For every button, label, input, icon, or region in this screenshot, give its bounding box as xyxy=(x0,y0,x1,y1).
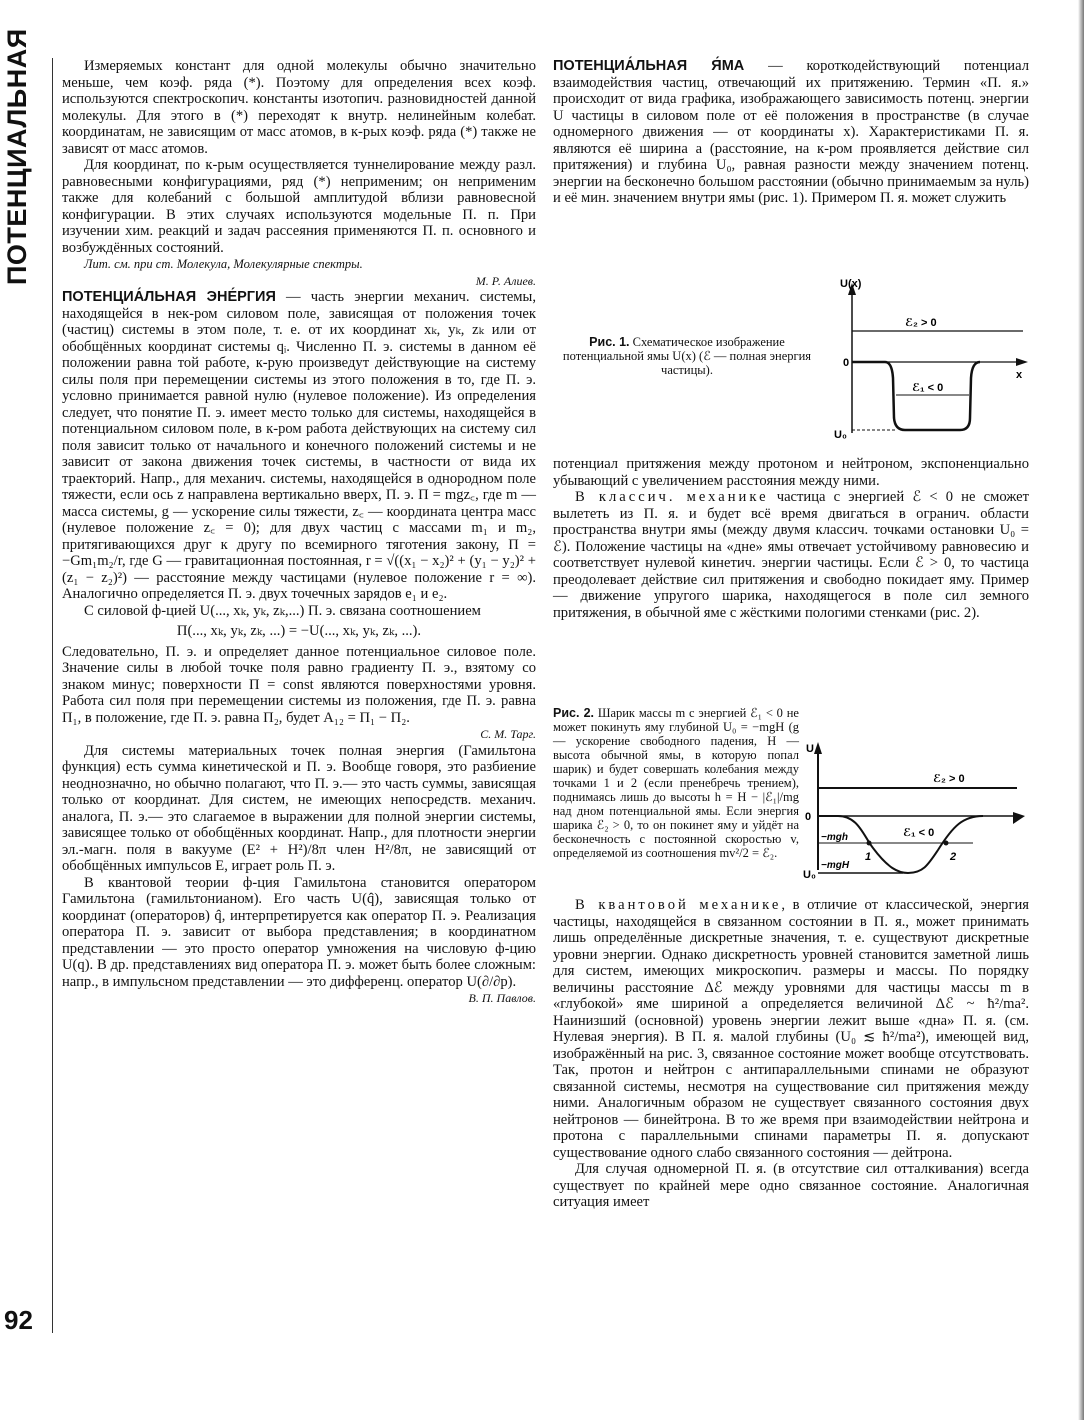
caption-text: Схематическое изображение потенциальной ямы U(x) (ℰ — полная энергия частицы). xyxy=(562,335,812,377)
paragraph xyxy=(553,897,1029,1161)
paragraph-text: частица с энергией ℰ < 0 не сможет вылететь из П. я. и будет всё время двигаться в огранич. области пространства внутри ямы (между двумя классич. точками остановки U₀ = ℰ). Положение частицы на «дне» ямы отвечает устойчивому равновесию и соответствует нулевой кинетич. энергии частицы. Если ℰ > 0, то частица преодолевает действие сил притяжения и свободно покидает яму. Пример — движение упругого шарика, находящегося в поле сил земного притяжения, в обычной яме с жёсткими пологими стенками (рис. 2). xyxy=(553,489,1029,621)
e2-label: ℰ₂ > 0 xyxy=(933,773,965,785)
figure-2-ball-in-well xyxy=(803,740,1028,880)
right-column-bottom xyxy=(553,897,1029,1211)
spaced-heading: В классич. механике xyxy=(575,489,769,505)
paragraph: Для координат, по к-рым осуществляется туннелирование между разл. равновесными конфигурациями, ряд (*) неприменим; он неприменим также для колебаний с большой амплитудой вблизи равновесной конфигурации. В этих случаях используются модельные П. п. При изучении хим. реакций и задач рассеяния применяются П. п. основного и возбуждённых состояний. xyxy=(62,157,536,256)
paragraph: Измеряемых констант для одной молекулы обычно значительно меньше, чем коэф. ряда (*). Поэтому для определения всех коэф. используются спектроскопич. константы изотопич. разновидностей данной молекулы. Для этого в (*) переходят к внутр. нелинейным колебат. координатам, не зависящим от масс атомов, в к-рых коэф. ряда (*) также не зависят от масс атомов. xyxy=(62,58,536,157)
scan-edge xyxy=(1078,0,1084,1420)
e1-label: ℰ₁ < 0 xyxy=(912,382,944,394)
paragraph: С силовой ф-цией U(..., xₖ, yₖ, zₖ,...) П. э. связана соотношением xyxy=(84,602,481,619)
paragraph xyxy=(553,489,1029,621)
point-1-label: 1 xyxy=(865,851,872,863)
figure-1-potential-well xyxy=(830,278,1030,448)
y-axis-label: U(x) xyxy=(840,278,862,290)
figure-1-caption xyxy=(553,335,821,377)
mgH-label: −mgH xyxy=(821,860,850,871)
author: С. М. Тарг. xyxy=(480,727,536,741)
zero-label: 0 xyxy=(805,811,812,823)
x-axis-arrow xyxy=(1013,812,1025,824)
formula: Π(..., xₖ, yₖ, zₖ, ...) = −U(..., xₖ, yₖ, zₖ, ...). xyxy=(176,623,422,639)
right-column-top xyxy=(553,58,1029,207)
paragraph: Для случая одномерной П. я. (в отсутствие сил отталкивания) всегда существует по крайней мере одно связанное состояние. Аналогичная ситуация имеет xyxy=(553,1161,1029,1210)
left-column xyxy=(62,58,536,1007)
author: М. Р. Алиев. xyxy=(475,273,536,288)
u0-label: U₀ xyxy=(803,869,816,880)
article-headword: ПОТЕНЦИА́ЛЬНАЯ ЭНЕ́РГИЯ xyxy=(62,289,276,305)
x-axis-label: x xyxy=(1016,369,1023,381)
u0-label: U₀ xyxy=(834,429,847,441)
point-2-label: 2 xyxy=(950,851,957,863)
article-headword: ПОТЕНЦИА́ЛЬНАЯ Я́МА xyxy=(553,58,745,74)
author: В. П. Павлов. xyxy=(468,991,536,1005)
paragraph-text: Следовательно, П. э. и определяет данное потенциальное силовое поле. Значение силы в любой точке поля равно градиенту П. э., взятому со знаком минус; поверхности Π = const являются поверхностями уровня. Работа сил поля при перемещении системы из положения, где П. э. равна Π₁, в положение, где П. э. равна Π₂, будет A₁₂ = Π₁ − Π₂. xyxy=(62,643,536,726)
turning-point-2 xyxy=(944,841,949,846)
paragraph: Для системы материальных точек полная энергия (Гамильтона функция) есть сумма кинетической и П. э. Вообще говоря, это разбиение неоднозначно, но обычно полагают, что П. э.— это часть суммы, зависящая только от координат. Для систем, не имеющих непосредств. механич. аналога, П. э.— это слагаемое в выражении для полной энергии системы, зависящее только от обобщённых координат. Напр., для плотности энергии эл.-магн. поля в вакууме (E² + H²)/8π член H²/8π, не зависящий от обобщённых импульсов E, играет роль П. э. xyxy=(62,742,536,874)
article-well xyxy=(553,58,1029,207)
figure-label: Рис. 2. xyxy=(553,706,595,720)
caption-text: Шарик массы m с энергией ℰ₁ < 0 не может покинуть яму глубиной U₀ = −mgH (g — ускорение свободного падения, H — высота обычной ямы, в которую попал шарик) и будет совершать колебания между точками 1 и 2 (если пренебречь трением), поднимаясь лишь до высоты h = H − |ℰ₁|/mg над дном потенциальной ямы. Если энергия шарика ℰ₂ > 0, то он покинет яму и уйдёт на бесконечность с постоянной скоростью v, определяемой из соотношения mv²/2 = ℰ₂. xyxy=(553,706,799,860)
paragraph-text: , в отличие от классической, энергия частицы, находящейся в связанном состоянии в П. я., может принимать лишь определённые дискретные значения, т. е. существуют дискретные уровни энергии. Однако дискретность уровней становится заметной лишь для систем, имеющих микроскопич. размеры и массы. По порядку величины расстояние Δℰ между уровнями для частицы массы m в «глубокой» яме шириной a определяется величиной Δℰ ~ ħ²/ma². Наинизший (основной) уровень энергии лежит выше «дна» П. я. (см. Нулевая энергия). В П. я. малой глубины (U₀ ≲ ħ²/ma²), имеющей вид, изображённый на рис. 3, связанное состояние может вообще отсутствовать. Так, протон и нейтрон с антипараллельными спинами не образуют связанной системы, несмотря на существование сил притяжения между ними. Аналогичным образом не существует связанного состояния двух нейтронов — бинейтрона. В то же время при взаимодействии нейтрона и протона с параллельными спинами параметры П. я. допускают существование одного слабо связанного состояния — дейтрона. xyxy=(553,897,1029,1161)
article-text: — часть энергии механич. системы, находящейся в нек-ром силовом поле, зависящая от положения точек (частиц) системы в этом поле, т. е. от их координат xₖ, yₖ, zₖ или от обобщённых координат системы qᵢ. Численно П. э. системы в данном её положении равна той работе, к-рую произведут действующие на систему силы поля при перемещении системы из этого положения в то, где П. э. условно принимается равной нулю (нулевое положение). Из определения следует, что понятие П. э. имеет место только для системы, находящейся в потенциальном силовом поле, в к-ром работа действующих на систему сил поля зависит только от начального и конечного положений системы и не зависит от закона движения точек системы, в частности от вида их траекторий. Напр., для механич. системы, находящейся в однородном поле тяжести, если ось z направлена вертикально вверх, П. э. Π = mgz꜀, где m — масса системы, g — ускорение силы тяжести, z꜀ — координата центра масс (нулевое положение z꜀ = 0); для двух частиц с массами m₁ и m₂, притягивающихся друг к другу по всемирного тяготения закону, Π = −Gm₁m₂/r, где G — гравитационная постоянная, r = √((x₁ − x₂)² + (y₁ − y₂)² + (z₁ − z₂)²) — расстояние между частицами (нулевое положение r = ∞). Аналогично определяется П. э. двух точечных зарядов e₁ и e₂. xyxy=(62,289,536,602)
spaced-heading: В квантовой механике xyxy=(575,897,782,913)
literature-text: Лит. см. при ст. Молекула, Молекулярные спектры. xyxy=(84,257,363,271)
e2-label: ℰ₂ > 0 xyxy=(905,317,937,329)
paragraph-text: В квантовой теории ф-ция Гамильтона становится оператором Гамильтона (гамильтонианом). Его часть U(q̂), зависящая только от координат (операторов) q̂, интерпретируется как оператор П. э. Реализация оператора П. э. зависит от выбора представления; в координатном представлении — это просто оператор умножения на числовую ф-цию U(q). В др. представлениях вид оператора П. э. может быть более сложным: напр., в импульсном представлении — это дифференц. оператор U(∂/∂p). xyxy=(62,874,536,990)
right-column-middle xyxy=(553,456,1029,621)
margin-rule xyxy=(52,58,53,1333)
mgh-label: −mgh xyxy=(821,832,848,843)
x-axis-arrow xyxy=(1016,358,1028,366)
article-energy xyxy=(62,289,536,603)
paragraph xyxy=(62,644,536,743)
paragraph xyxy=(62,875,536,1007)
e1-label: ℰ₁ < 0 xyxy=(903,827,935,839)
turning-point-1 xyxy=(867,841,872,846)
article-text: — короткодействующий потенциал взаимодействия частиц, отвечающий их притяжению. Термин «П. я.» происходит от вида графика, изображающего зависимость потенц. энергии U частицы в силовом поле от её положения в пространстве (в случае одномерного движения — от координаты x). Характеристиками П. я. являются её ширина a (расстояние, на к-ром проявляется действие сил притяжения) и глубина U₀, равная разности между значением потенц. энергии на бесконечно большом расстоянии (обычно принимаемым за нуль) и её мин. значением внутри ямы (рис. 1). Примером П. я. может служить xyxy=(553,58,1029,206)
running-header: ПОТЕНЦИАЛЬНАЯ xyxy=(2,28,32,285)
y-axis-label: U xyxy=(806,743,814,755)
y-axis-arrow xyxy=(814,742,822,754)
figure-2-caption xyxy=(553,706,799,860)
figure-label: Рис. 1. xyxy=(589,335,630,349)
paragraph: потенциал притяжения между протоном и нейтроном, экспоненциально убывающий с увеличением расстояния между ними. xyxy=(553,456,1029,489)
zero-label: 0 xyxy=(843,357,850,369)
well-curve xyxy=(852,362,980,430)
literature xyxy=(62,256,536,289)
page-number: 92 xyxy=(4,1305,33,1335)
